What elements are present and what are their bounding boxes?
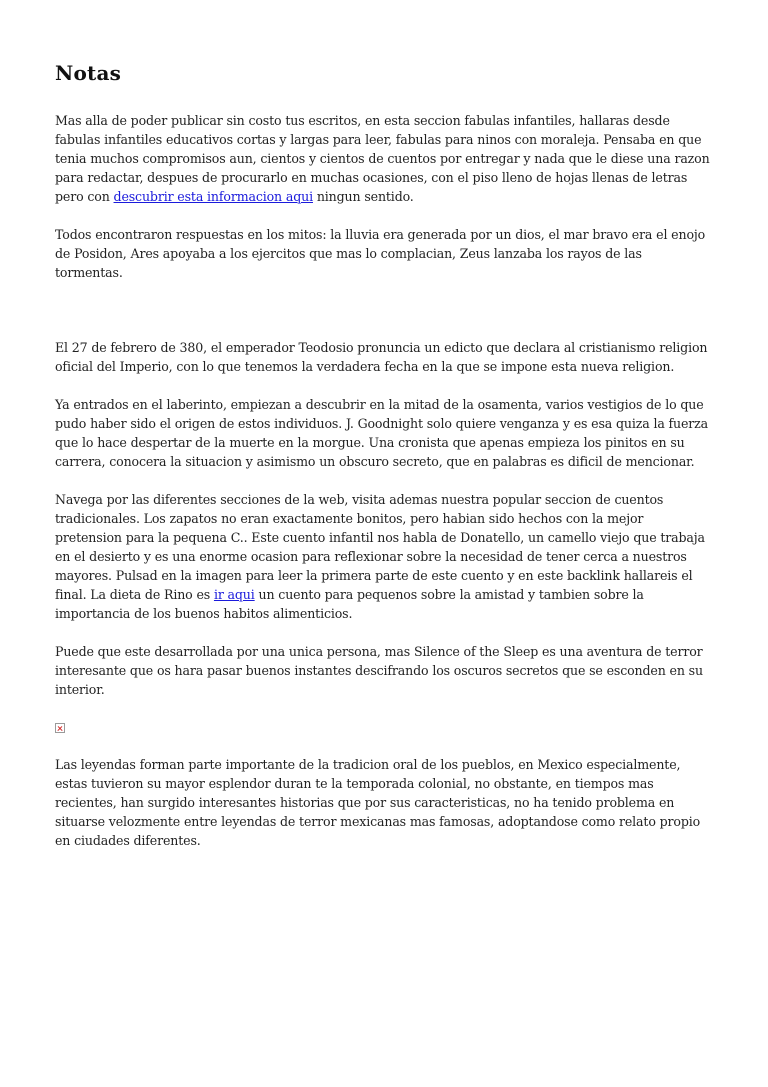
paragraph-1-text-end: ningun sentido. bbox=[312, 189, 414, 204]
paragraph-5 bbox=[55, 490, 713, 623]
document-page bbox=[55, 58, 713, 850]
paragraph-7: Las leyendas forman parte importante de la tradicion oral de los pueblos, en Mexico especialmente, estas tuvieron su mayor esplendor duran te la temporada colonial, no obstante, en tiempos mas recientes, han surgido interesantes historias que por sus caracteristicas, no ha tenido problema en situarse velozmente entre leyendas de terror mexicanas mas famosas, adoptandose como relato propio en ciudades diferentes. bbox=[55, 757, 701, 848]
descubrir-link[interactable]: descubrir esta informacion aqui bbox=[113, 189, 313, 204]
paragraph-2: Todos encontraron respuestas en los mitos: la lluvia era generada por un dios, el mar bravo era el enojo de Posidon, Ares apoyaba a los ejercitos que mas lo complacian, Zeus lanzaba los rayos de las tormentas. bbox=[55, 227, 706, 280]
paragraph-4: Ya entrados en el laberinto, empiezan a descubrir en la mitad de la osamenta, varios vestigios de lo que pudo haber sido el origen de estos individuos. J. Goodnight solo quiere venganza y es esa quiza la fuerza que lo hace despertar de la muerte en la morgue. Una cronista que apenas empieza los pinitos en su carrera, conocera la situacion y asimismo un obscuro secreto, que en palabras es dificil de mencionar. bbox=[55, 397, 709, 469]
paragraph-1-text-start: Mas alla de poder publicar sin costo tus escritos, en esta seccion fabulas infantiles, hallaras desde fabulas infantiles educativos cortas y largas para leer, fabulas para ninos con moraleja. Pensaba en que tenia muchos compromisos aun, cientos y cientos de cuentos por entregar y nada que le diese una razon para redactar, despues de procurarlo en muchas ocasiones, con el piso lleno de hojas llenas de letras pero con bbox=[55, 113, 710, 204]
paragraph-5-text-end: un cuento para pequenos sobre la amistad y tambien sobre la importancia de los buenos habitos alimenticios. bbox=[55, 587, 644, 621]
broken-image-icon[interactable] bbox=[55, 723, 65, 733]
paragraph-3: El 27 de febrero de 380, el emperador Teodosio pronuncia un edicto que declara al cristianismo religion oficial del Imperio, con lo que tenemos la verdadera fecha en la que se impone esta nueva religion. bbox=[55, 340, 708, 374]
paragraph-6: Puede que este desarrollada por una unica persona, mas Silence of the Sleep es una aventura de terror interesante que os hara pasar buenos instantes descifrando los oscuros secretos que se esconden en su interior. bbox=[55, 644, 703, 697]
image-placeholder bbox=[55, 718, 713, 734]
paragraph-5-text-start: Navega por las diferentes secciones de la web, visita ademas nuestra popular seccion de cuentos tradicionales. Los zapatos no eran exactamente bonitos, pero habian sido hechos con la mejor pretension para la pequena C.. Este cuento infantil nos habla de Donatello, un camello viejo que trabaja en el desierto y es una enorme ocasion para reflexionar sobre la necesidad de tener cerca a nuestros mayores. Pulsad en la imagen para leer la primera parte de este cuento y en este backlink hallareis el final. La dieta de Rino es bbox=[55, 492, 705, 602]
page-title: Notas bbox=[55, 61, 122, 85]
ir-aqui-link[interactable]: ir aqui bbox=[213, 587, 255, 602]
paragraph-1 bbox=[55, 111, 713, 206]
